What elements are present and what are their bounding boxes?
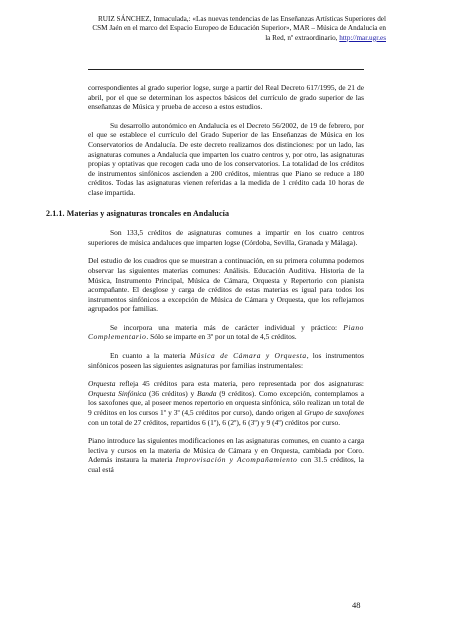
paragraph-6-text-b: , los instrumentos sinfónicos poseen las siguientes asignaturas por familias instrumentales: xyxy=(88,351,364,370)
header-line-3 xyxy=(56,34,386,43)
paragraph-8 xyxy=(88,436,364,474)
paragraph-3: Son 133,5 créditos de asignaturas comunes a impartir en los cuatro centros superiores de música andaluces que imparten logse (Córdoba, Sevilla, Granada y Málaga). xyxy=(88,228,364,247)
piano-complementario-term: Piano Complementario xyxy=(88,322,364,342)
header-rule xyxy=(88,69,364,70)
paragraph-7-text-c: (9 créditos). Como excepción, contemplamos a los saxofones que, al poseer menos repertorio en orquesta sinfónica, sólo realizan un total de 9 créditos en los cursos 1º y 3º (4,5 créditos por curso), dando origen al xyxy=(88,388,364,418)
page-body xyxy=(46,83,364,484)
paragraph-6 xyxy=(88,351,364,370)
journal-link[interactable]: http://mar.ugr.es xyxy=(339,33,386,42)
orquesta-term: Orquesta xyxy=(88,379,116,389)
banda-term: Banda xyxy=(197,388,217,398)
section-heading: 2.1.1. Materias y asignaturas troncales en Andalucía xyxy=(46,208,230,218)
header-line-2: CSM Jaén en el marco del Espacio Europeo de Educación Superior», MAR – Música de Andalucía en xyxy=(92,24,386,33)
paragraph-7-text-b: (36 créditos) y xyxy=(146,388,198,398)
paragraph-1: correspondientes al grado superior logse, surge a partir del Real Decreto 617/1995, de 21 de abril, por el que se determinan los aspectos básicos del currículo de grado superior de las enseñanzas de Música y prueba de acceso a estos estudios. xyxy=(88,83,364,112)
improvisacion-term: Improvisación y Acompañamiento xyxy=(175,455,298,465)
running-header xyxy=(56,15,386,43)
grupo-saxofones-term: Grupo de saxofones xyxy=(304,408,364,418)
paragraph-4: Del estudio de los cuadros que se muestran a continuación, en su primera columna podemos observar las siguientes materias comunes: Análisis. Educación Auditiva. Historia de la Música, Instrumento Principal, Música de Cámara, Orquesta y Repertorio con pianista acompañante. El desglose y carga de créditos de estas materias es igual para todos los instrumentos sinfónicos a excepción de Música de Cámara y Orquesta, que los reflejamos agrupados por familias. xyxy=(88,256,364,314)
paragraph-8-text-b: con 31.5 créditos, la cual está xyxy=(88,455,364,474)
header-title-part-1: , Inmaculada,: «Las nuevas tendencias de las Enseñanzas Artísticas Superiores del xyxy=(149,15,386,23)
musica-camara-orquesta-term: Música de Cámara y Orquesta xyxy=(189,351,307,361)
paragraph-8-text-a: Piano introduce las siguientes modificaciones en las asignaturas comunes, en cuanto a carga lectiva y cursos en la materia de Música de Cámara y en Orquesta, cambiada por Coro. Además instaura la materia xyxy=(88,436,364,465)
header-author: RUIZ SÁNCHEZ xyxy=(97,15,150,23)
paragraph-5-text-b: . Sólo se imparte en 3º por un total de 4,5 créditos. xyxy=(146,332,297,342)
paragraph-7 xyxy=(88,379,364,427)
paragraph-7-text-d: con un total de 27 créditos, repartidos 6 (1º), 6 (2º), 6 (3º) y 9 (4º) créditos por curso. xyxy=(88,417,341,427)
page-number: 48 xyxy=(352,600,361,610)
paragraph-5 xyxy=(88,323,364,342)
paragraph-6-text-a: En cuanto a la materia xyxy=(110,351,190,361)
paragraph-7-text-a: refleja 45 créditos para esta materia, pero representada por dos asignaturas: xyxy=(115,379,364,389)
orquesta-sinfonica-term: Orquesta Sinfónica xyxy=(88,388,147,398)
paragraph-2: Su desarrollo autonómico en Andalucía es el Decreto 56/2002, de 19 de febrero, por el que se establece el currículo del Grado Superior de las Enseñanzas de Música en los Conservatorios de Andalucía. De este decreto realizamos dos distinciones: por un lado, las asignaturas comunes a Andalucía que imparten los cuatro centros y, por otro, las asignaturas propias y optativas que recogen cada uno de los conservatorios. La totalidad de los créditos de instrumentos sinfónicos ascienden a 200 créditos, mientras que Piano se reduce a 180 créditos. Todas las asignaturas vienen referidas a la medida de 1 crédito cada 10 horas de clase impartida. xyxy=(88,120,364,197)
paragraph-5-text-a: Se incorpora una materia más de carácter individual y práctico: xyxy=(110,322,344,332)
header-line-1 xyxy=(56,15,386,24)
header-journal: la Red, nº extraordinario, xyxy=(265,33,340,42)
